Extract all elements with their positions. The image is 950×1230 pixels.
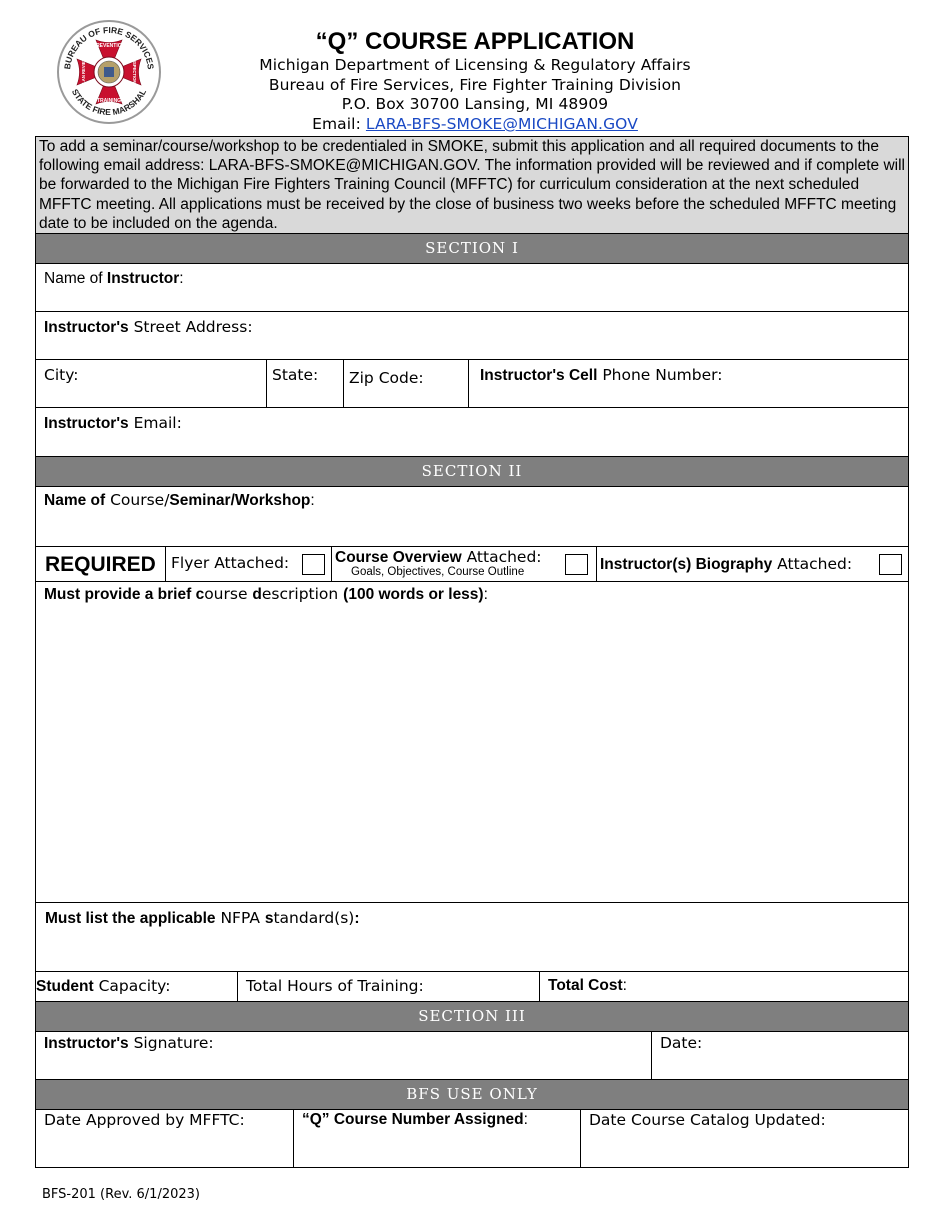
svg-text:STATE FIRE MARSHAL: STATE FIRE MARSHAL — [69, 87, 149, 118]
student-capacity-label: Student Capacity: — [36, 977, 171, 995]
svg-text:INSPECTIONS: INSPECTIONS — [132, 57, 137, 87]
section-2-header: SECTION II — [35, 457, 909, 486]
course-overview-checkbox[interactable] — [565, 554, 588, 575]
street-address-field[interactable] — [35, 311, 909, 360]
cell-phone-label: Instructor's Cell Phone Number: — [480, 366, 723, 384]
total-hours-label: Total Hours of Training: — [246, 977, 424, 995]
email-line — [200, 115, 750, 133]
catalog-updated-label: Date Course Catalog Updated: — [589, 1111, 826, 1129]
signature-date-label: Date: — [660, 1034, 703, 1052]
catalog-updated-field[interactable] — [580, 1109, 909, 1168]
svg-text:PLAN REVIEW: PLAN REVIEW — [81, 57, 86, 87]
bfs-seal-logo — [56, 16, 162, 128]
required-label: REQUIRED — [45, 553, 156, 576]
street-address-label: Instructor's Street Address: — [44, 318, 253, 336]
email-label: Email: — [312, 115, 366, 133]
cell-phone-field[interactable] — [468, 359, 909, 408]
nfpa-standards-label: Must list the applicable NFPA standard(s): — [45, 909, 360, 927]
course-name-label: Name of Course/Seminar/Workshop: — [44, 491, 315, 509]
date-approved-label: Date Approved by MFFTC: — [44, 1111, 245, 1129]
total-cost-label: Total Cost: — [548, 977, 627, 994]
q-course-number-field[interactable] — [293, 1109, 581, 1168]
zip-code-field[interactable] — [343, 359, 469, 408]
student-capacity-field[interactable] — [35, 971, 238, 1002]
course-overview-note: Goals, Objectives, Course Outline — [351, 566, 525, 578]
instructor-name-label: Name of Instructor: — [44, 270, 184, 287]
divider — [596, 547, 597, 581]
course-name-field[interactable] — [35, 486, 909, 547]
flyer-checkbox[interactable] — [302, 554, 325, 575]
divider — [331, 547, 332, 581]
instructor-email-label: Instructor's Email: — [44, 414, 182, 432]
svg-text:PREVENTION: PREVENTION — [92, 43, 126, 49]
form-number: BFS-201 (Rev. 6/1/2023) — [42, 1187, 200, 1202]
svg-text:TRAINING: TRAINING — [96, 98, 122, 104]
nfpa-standards-field[interactable] — [35, 902, 909, 972]
required-attachments-row — [35, 546, 909, 582]
svg-text:BUREAU OF FIRE SERVICES: BUREAU OF FIRE SERVICES — [62, 24, 156, 70]
instructor-signature-field[interactable] — [35, 1031, 652, 1080]
course-overview-label: Course Overview Attached: — [335, 548, 542, 566]
biography-checkbox[interactable] — [879, 554, 902, 575]
form-title: “Q” COURSE APPLICATION — [315, 28, 635, 55]
email-link[interactable]: LARA-BFS-SMOKE@MICHIGAN.GOV — [365, 115, 638, 133]
course-description-field[interactable] — [35, 581, 909, 903]
divider — [165, 547, 166, 581]
q-course-number-label: “Q” Course Number Assigned: — [302, 1111, 528, 1128]
section-3-header: SECTION III — [35, 1002, 909, 1031]
state-label: State: — [272, 366, 319, 384]
instructions-text: To add a seminar/course/workshop to be credentialed in SMOKE, submit this application and all required documents to the following email address: LARA-BFS-SMOKE@MICHIGAN.GOV. The information provided will be reviewed and if complete will be forwarded to the Michigan Fire Fighters Training Council (MFFTC) for curriculum consideration at the next scheduled MFFTC meeting. All applications must be received by the close of business two weeks before the scheduled MFFTC meeting date to be included on the agenda. — [35, 136, 909, 234]
city-field[interactable] — [35, 359, 267, 408]
section-1-header: SECTION I — [35, 234, 909, 263]
city-label: City: — [44, 366, 79, 384]
flyer-label: Flyer Attached: — [171, 554, 290, 572]
zip-code-label: Zip Code: — [349, 369, 424, 387]
signature-date-field[interactable] — [651, 1031, 909, 1080]
biography-label: Instructor(s) Biography Attached: — [600, 555, 853, 573]
mailing-address: P.O. Box 30700 Lansing, MI 48909 — [341, 95, 609, 113]
state-field[interactable] — [266, 359, 344, 408]
bfs-use-only-header: BFS USE ONLY — [35, 1080, 909, 1109]
course-description-label: Must provide a brief course description (100 words or less): — [44, 585, 488, 603]
date-approved-field[interactable] — [35, 1109, 294, 1168]
instructor-signature-label: Instructor's Signature: — [44, 1034, 214, 1052]
total-cost-field[interactable] — [539, 971, 909, 1002]
total-hours-field[interactable] — [237, 971, 540, 1002]
instructor-email-field[interactable] — [35, 407, 909, 457]
department-name: Michigan Department of Licensing & Regulatory Affairs — [259, 56, 691, 74]
bureau-name: Bureau of Fire Services, Fire Fighter Training Division — [268, 76, 682, 94]
instructor-name-field[interactable] — [35, 263, 909, 312]
